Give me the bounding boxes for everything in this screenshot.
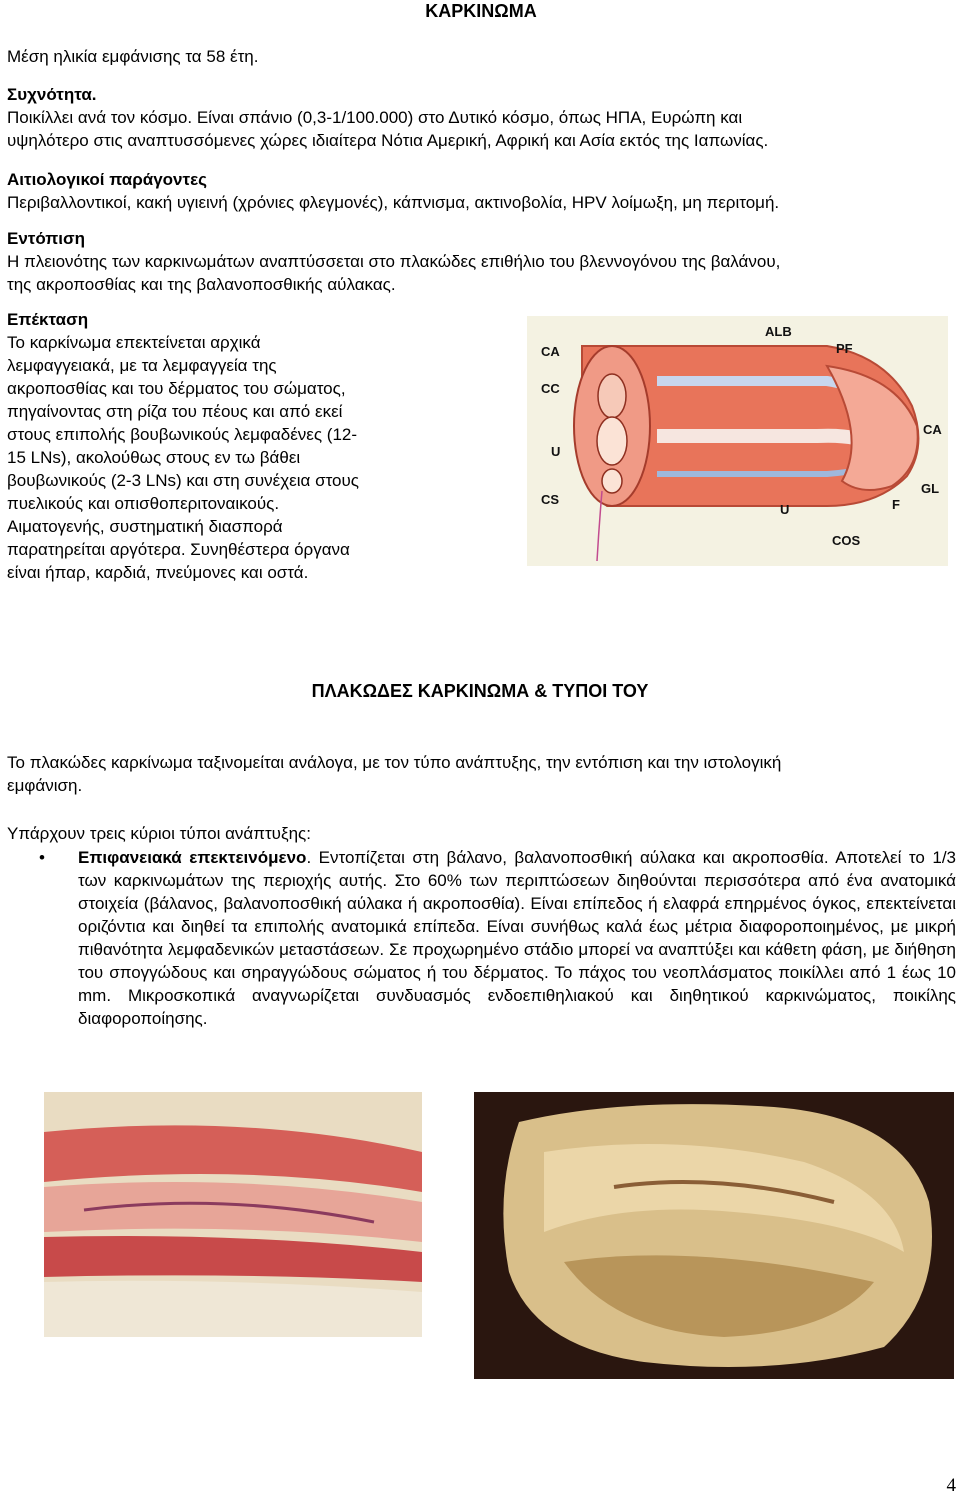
tissue-band-bottom <box>44 1281 422 1337</box>
location-line-1: Η πλειονότης των καρκινωμάτων αναπτύσσεται στο πλακώδες επιθήλιο του βλεννογόνου της βαλάνου, <box>7 252 781 271</box>
frequency-line-2: υψηλότερο στις αναπτυσσόμενες χώρες ιδιαίτερα Νότια Αμερική, Αφρική και Ασία εκτός της Ιαπωνίας. <box>7 131 769 150</box>
extension-line: είναι ήπαρ, καρδιά, πνεύμονες και οστά. <box>7 563 309 582</box>
extension-heading: Επέκταση <box>7 310 89 329</box>
extension-line: 15 LNs), ακολούθως στους εν τω βάθει <box>7 448 301 467</box>
label-f: F <box>892 497 900 512</box>
frequency-section <box>7 83 953 152</box>
extension-line: στους επιπολής βουβωνικούς λεμφαδένες (12- <box>7 425 358 444</box>
etiology-text: Περιβαλλοντικοί, κακή υγιεινή (χρόνιες φλεγμονές), κάπνισμα, ακτινοβολία, HPV λοίμωξη, μη περιτομή. <box>7 193 780 212</box>
location-section <box>7 227 953 296</box>
label-pf: PF <box>836 341 853 356</box>
label-ca-right: CA <box>923 422 942 437</box>
item1-text: . Εντοπίζεται στη βάλανο, βαλανοποσθική αύλακα και ακροποσθία. Αποτελεί το 1/3 των καρκινωμάτων της περιοχής αυτής. Στο 60% των περιπτώσεων διηθούνται περισσότερα από ένα ανατομικά στοιχεία (βάλανος, βαλανοποσθική αύλακα ή ακροποσθία). Είναι επίπεδος ή ελαφρά επηρμένος όγκος, επεκτείνεται οριζόντια και διηθεί τα επιπολής ανατομικά επίπεδα. Είναι συνήθως καλά έως μέτρια διαφοροποιημένος, με μικρή πιθανότητα λεμφαδενικών μεταστάσεων. Σε προχωρημένο στάδιο μπορεί να αναπτύξει και κάθετη φάση, με διήθηση του σπογγώδους και σηραγγώδους σώματος ή του δέρματος. Το πάχος του νεοπλάσματος ποικίλλει από 1 έως 10 mm. Μικροσκοπικά αναγνωρίζεται συνδυασμός ενδοεπιθηλιακού και διηθητικού καρκινώματος, ποικίλης διαφοροποίησης. <box>78 848 956 1028</box>
label-alb: ALB <box>765 324 792 339</box>
bullet-icon: • <box>39 848 45 867</box>
extension-line: βουβωνικούς (2-3 LNs) και στη συνέχεια στους <box>7 471 360 490</box>
location-heading: Εντόπιση <box>7 229 86 248</box>
label-cos: COS <box>832 533 861 548</box>
label-u-left: U <box>551 444 561 459</box>
location-line-2: της ακροποσθίας και της βαλανοποσθικής αύλακας. <box>7 275 396 294</box>
page-number: 4 <box>946 1475 956 1496</box>
corpus-spongiosum <box>602 469 622 493</box>
label-u-bottom: U <box>780 502 790 517</box>
extension-line: ακροποσθίας και του δέρματος του σώματος, <box>7 379 346 398</box>
age-line: Μέση ηλικία εμφάνισης τα 58 έτη. <box>7 47 259 66</box>
extension-line: παρατηρείται αργότερα. Συνηθέστερα όργανα <box>7 540 350 559</box>
label-cs: CS <box>541 492 560 507</box>
section2-intro-line-2: εμφάνιση. <box>7 776 83 795</box>
list-item <box>39 846 956 1030</box>
corpus-cavernosum-left <box>598 374 626 418</box>
etiology-section <box>7 168 953 214</box>
extension-line: Το καρκίνωμα επεκτείνεται αρχικά <box>7 333 261 352</box>
histology-illustration <box>44 1092 422 1337</box>
corpus-cavernosum-center <box>597 417 627 465</box>
page-title: ΚΑΡΚΙΝΩΜΑ <box>425 1 537 21</box>
label-ca-left: CA <box>541 344 560 359</box>
etiology-heading: Αιτιολογικοί παράγοντες <box>7 170 207 189</box>
section2-title: ΠΛΑΚΩΔΕΣ ΚΑΡΚΙΝΩΜΑ & ΤΥΠΟΙ ΤΟΥ <box>311 681 649 701</box>
gross-specimen-photo <box>474 1092 954 1379</box>
frequency-heading: Συχνότητα. <box>7 85 97 104</box>
frequency-line-1: Ποικίλλει ανά τον κόσμο. Είναι σπάνιο (0,3-1/100.000) στο Δυτικό κόσμο, όπως ΗΠΑ, Ευρώπη και <box>7 108 743 127</box>
section2-intro-line-1: Το πλακώδες καρκίνωμα ταξινομείται ανάλογα, με τον τύπο ανάπτυξης, την εντόπιση και την ιστολογική <box>7 753 782 772</box>
types-intro: Υπάρχουν τρεις κύριοι τύποι ανάπτυξης: <box>7 824 311 843</box>
extension-line: λεμφαγγειακά, με τα λεμφαγγεία της <box>7 356 277 375</box>
item1-heading: Επιφανειακά επεκτεινόμενο <box>78 848 307 867</box>
label-cc: CC <box>541 381 560 396</box>
extension-line: πυελικούς και οπισθοπεριτοναικούς. <box>7 494 280 513</box>
anatomy-diagram <box>527 316 948 566</box>
types-list <box>39 846 956 1030</box>
extension-line: Αιματογενής, συστηματική διασπορά <box>7 517 283 536</box>
extension-section <box>7 308 527 584</box>
extension-line: πηγαίνοντας στη ρίζα του πέους και από εκεί <box>7 402 343 421</box>
label-gl: GL <box>921 481 940 496</box>
section2-intro <box>7 751 953 797</box>
